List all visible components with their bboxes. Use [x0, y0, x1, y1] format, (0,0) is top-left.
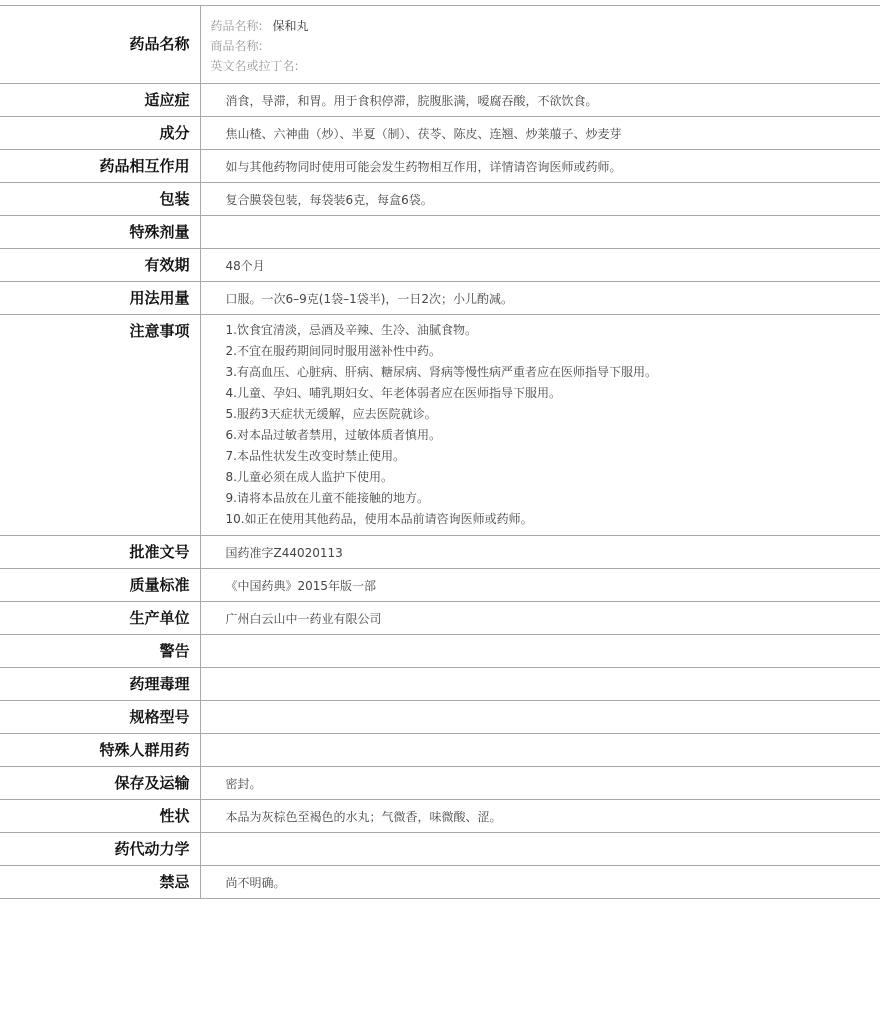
precaution-item: 1.饮食宜清淡，忌酒及辛辣、生冷、油腻食物。	[225, 323, 477, 337]
pharmacokinetics-value	[200, 833, 880, 866]
drug-name-cell	[200, 6, 880, 84]
pharmacokinetics-row	[0, 833, 880, 866]
manufacturer-label: 生产单位	[0, 602, 200, 635]
contraindications-label: 禁忌	[0, 866, 200, 899]
specification-row	[0, 701, 880, 734]
special-population-value	[200, 734, 880, 767]
storage-value: 密封。	[200, 767, 880, 800]
indications-label: 适应症	[0, 84, 200, 117]
precaution-item: 4.儿童、孕妇、哺乳期妇女、年老体弱者应在医师指导下服用。	[225, 386, 561, 400]
special-dosage-row	[0, 216, 880, 249]
specification-label: 规格型号	[0, 701, 200, 734]
approval-number-value: 国药准字Z44020113	[200, 536, 880, 569]
generic-name-line	[211, 16, 880, 36]
pharmacology-row	[0, 668, 880, 701]
precaution-item: 3.有高血压、心脏病、肝病、糖尿病、肾病等慢性病严重者应在医师指导下服用。	[225, 365, 657, 379]
packaging-value: 复合膜袋包装，每袋装6克，每盒6袋。	[200, 183, 880, 216]
latin-name-line	[211, 56, 880, 76]
trade-name-line	[211, 36, 880, 56]
precautions-row	[0, 315, 880, 536]
precaution-item: 8.儿童必须在成人监护下使用。	[225, 470, 393, 484]
quality-standard-value: 《中国药典》2015年版一部	[200, 569, 880, 602]
interactions-label: 药品相互作用	[0, 150, 200, 183]
quality-standard-row	[0, 569, 880, 602]
precaution-item: 7.本品性状发生改变时禁止使用。	[225, 449, 405, 463]
drug-info-table	[0, 5, 880, 899]
special-population-label: 特殊人群用药	[0, 734, 200, 767]
description-row	[0, 800, 880, 833]
latin-name-key: 英文名或拉丁名:	[210, 59, 299, 73]
description-value: 本品为灰棕色至褐色的水丸；气微香，味微酸、涩。	[200, 800, 880, 833]
shelf-life-label: 有效期	[0, 249, 200, 282]
precaution-item: 10.如正在使用其他药品，使用本品前请咨询医师或药师。	[225, 512, 533, 526]
storage-row	[0, 767, 880, 800]
quality-standard-label: 质量标准	[0, 569, 200, 602]
shelf-life-value: 48个月	[200, 249, 880, 282]
dosage-label: 用法用量	[0, 282, 200, 315]
drug-name-row	[0, 6, 880, 84]
dosage-value: 口服。一次6–9克(1袋–1袋半)，一日2次；小儿酌减。	[200, 282, 880, 315]
packaging-row	[0, 183, 880, 216]
drug-name-label: 药品名称	[0, 6, 200, 84]
warning-value	[200, 635, 880, 668]
specification-value	[200, 701, 880, 734]
description-label: 性状	[0, 800, 200, 833]
ingredients-row	[0, 117, 880, 150]
shelf-life-row	[0, 249, 880, 282]
generic-name-value: 保和丸	[272, 19, 309, 33]
contraindications-value: 尚不明确。	[200, 866, 880, 899]
trade-name-key: 商品名称:	[210, 39, 263, 53]
warning-label: 警告	[0, 635, 200, 668]
dosage-row	[0, 282, 880, 315]
precautions-list	[200, 315, 880, 536]
special-population-row	[0, 734, 880, 767]
indications-value: 消食，导滞，和胃。用于食积停滞，脘腹胀满，嗳腐吞酸，不欲饮食。	[200, 84, 880, 117]
interactions-row	[0, 150, 880, 183]
precaution-item: 9.请将本品放在儿童不能接触的地方。	[225, 491, 429, 505]
approval-number-row	[0, 536, 880, 569]
precaution-item: 2.不宜在服药期间同时服用滋补性中药。	[225, 344, 441, 358]
contraindications-row	[0, 866, 880, 899]
precaution-item: 5.服药3天症状无缓解，应去医院就诊。	[225, 407, 437, 421]
drug-info-sheet	[0, 5, 880, 899]
precaution-item: 6.对本品过敏者禁用，过敏体质者慎用。	[225, 428, 441, 442]
interactions-value: 如与其他药物同时使用可能会发生药物相互作用，详情请咨询医师或药师。	[200, 150, 880, 183]
special-dosage-value	[200, 216, 880, 249]
storage-label: 保存及运输	[0, 767, 200, 800]
packaging-label: 包装	[0, 183, 200, 216]
warning-row	[0, 635, 880, 668]
ingredients-label: 成分	[0, 117, 200, 150]
precautions-label: 注意事项	[0, 315, 200, 536]
special-dosage-label: 特殊剂量	[0, 216, 200, 249]
pharmacokinetics-label: 药代动力学	[0, 833, 200, 866]
generic-name-key: 药品名称:	[210, 19, 263, 33]
approval-number-label: 批准文号	[0, 536, 200, 569]
ingredients-value: 焦山楂、六神曲（炒）、半夏（制）、茯苓、陈皮、连翘、炒莱菔子、炒麦芽	[200, 117, 880, 150]
manufacturer-row	[0, 602, 880, 635]
pharmacology-value	[200, 668, 880, 701]
manufacturer-value: 广州白云山中一药业有限公司	[200, 602, 880, 635]
pharmacology-label: 药理毒理	[0, 668, 200, 701]
indications-row	[0, 84, 880, 117]
